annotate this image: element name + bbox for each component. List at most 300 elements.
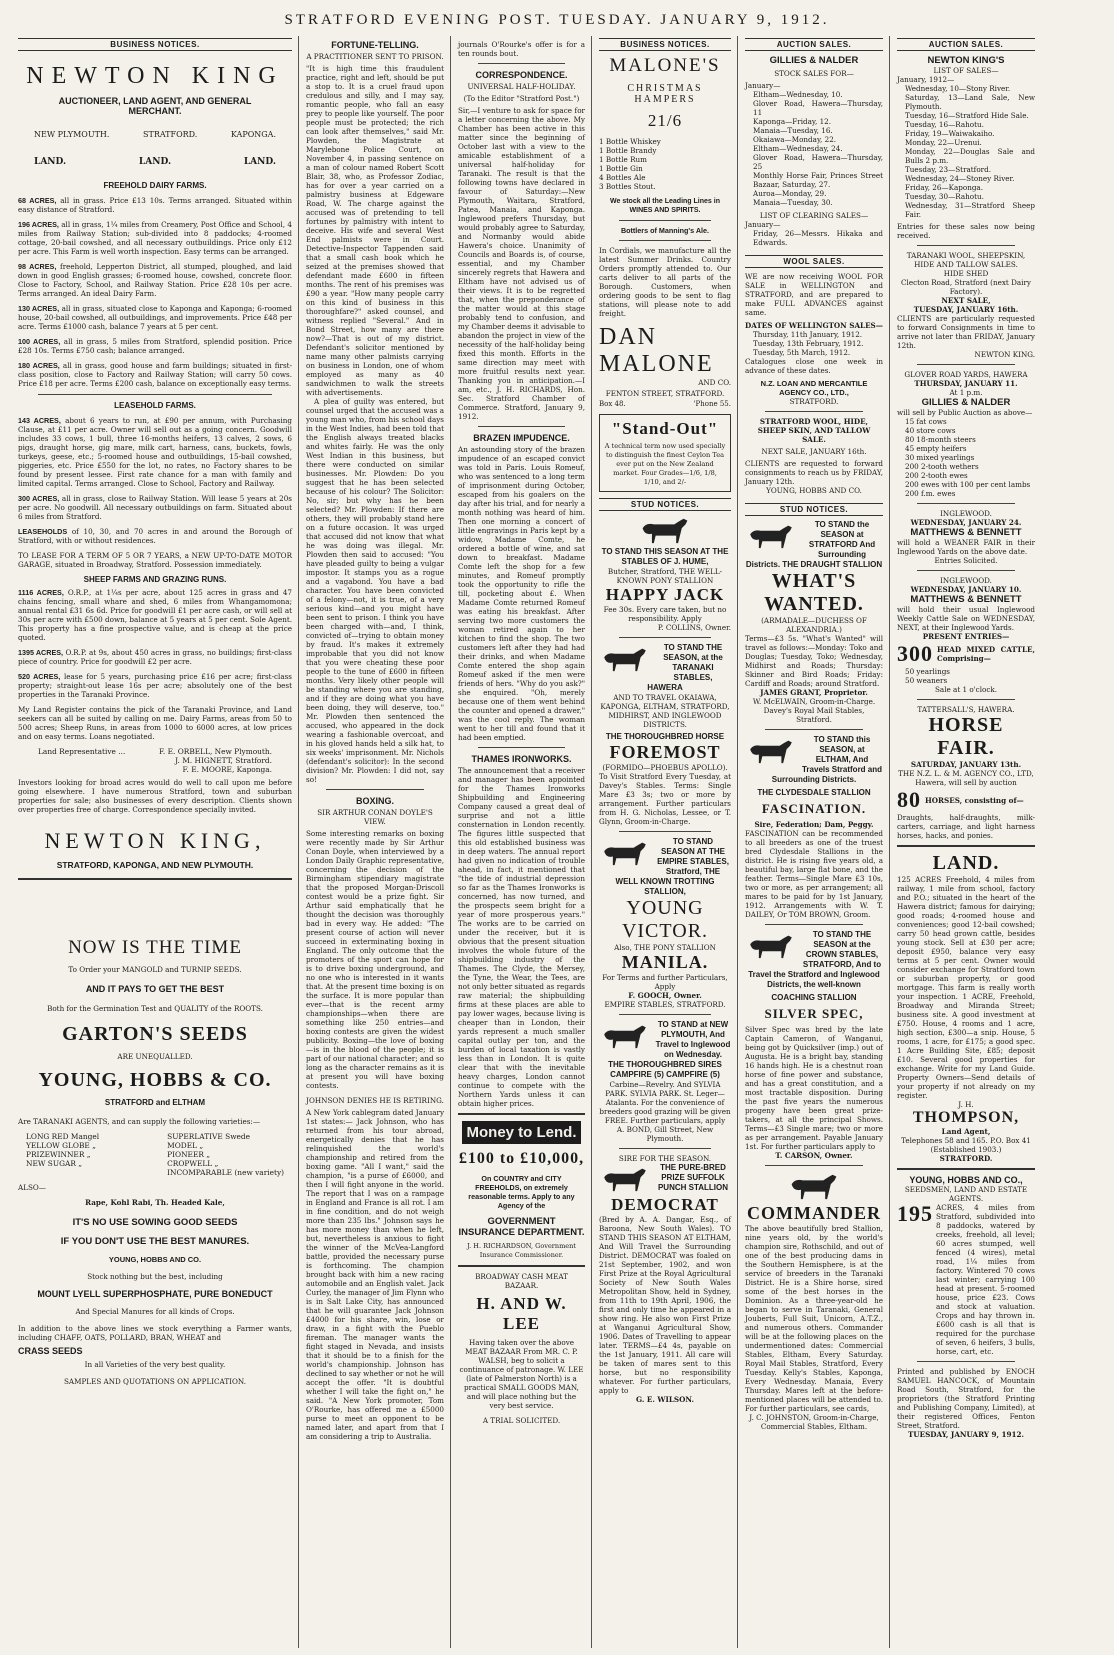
divider: [917, 699, 1015, 700]
silver-body: Silver Spec was bred by the late Captain Cameron, of Wanganui, being got by Quicksilver (imp.) out of Augusta. He is a bright bay, standing 16 hands high. He is a chestnut roan horse of fine power and substance, and has a great constitution, and a most tractable disposition. During the past five years the numerous progeny have been great prize-takers, at all the principal Shows. Terms—£3 Single mare; two or more as per arrangement. Payable January 1st. For further particulars apply to: [745, 1025, 883, 1151]
town: NEW PLYMOUTH.: [34, 130, 110, 139]
article-subtitle: SIR ARTHUR CONAN DOYLE'S VIEW.: [317, 808, 433, 826]
box-number: Box 48.: [599, 400, 626, 408]
stand-notice: TO STAND THE SEASON at the CROWN STABLES, STRATFORD, And to Travel the Stratford and Inglewood Districts, the well-known: [748, 930, 882, 989]
cattle-date: WEDNESDAY, JANUARY 10.: [910, 585, 1022, 594]
section-heading: BUSINESS NOTICES.: [599, 38, 731, 51]
variety: PIONEER „: [167, 1150, 211, 1159]
sale-date: Tuesday, 30—Rahotu.: [905, 192, 984, 201]
stock-item: 200 ewes with 100 per cent lambs: [905, 480, 1031, 489]
varieties-mangel: [26, 1132, 99, 1177]
clearing-heading: LIST OF CLEARING SALES—: [759, 211, 869, 220]
standout-ad: [599, 414, 731, 492]
fenton-address: FENTON STREET, STRATFORD.: [605, 389, 725, 398]
column-3: [452, 36, 591, 1652]
wool-dates: [745, 330, 883, 357]
article-body: A New York cablegram dated January 1st states:— Jack Johnson, who has returned from his tour abroad, energetically denies that he has relinquished the world's championship and retired from the boxing game. "All I want," said the champion, "is a purse of £6000, and then I will fight anyone in the world. The report that I was on a rampage in England and France is all rot. I am in fine condition, and do not weigh more than 235 lbs." Johnson says he has more money than when he left, but, nevertheless is anxious to fight the winner of the McVea-Langford battle, provided the necessary purse is forthcoming. The champion brought back with him a new racing automobile and an English valet. Jack Curley, the manager of Jim Flynn who is in Salt Lake City, has announced that he will guarantee Jack Johnson £4000 for his share, win, lose or draw, in a fight with the Pueblo fireman. The manager wants the fight staged in Nevada, and insists that it should be to a finish for the world's championship. Johnson has declined to say whether or not he will accept the offer. "It is doubtful whether I will take the fight on," he said. "A New York promoter, Tom O'Rourke, has offered me a £5000 purse to meet an opponent to be named later, and apart from that I am considering a trip to Australia.: [306, 1108, 444, 1441]
daveys: Davey's Royal Mail Stables, Stratford.: [763, 706, 865, 724]
malone-heading: MALONE'S: [609, 55, 721, 76]
section-heading: STUD NOTICES.: [599, 498, 731, 511]
yhc: YOUNG, HOBBS AND CO.,: [909, 1175, 1023, 1185]
thompson: THOMPSON,: [912, 1109, 1020, 1126]
horse-count-row: [897, 787, 1035, 813]
sale-date: Glover Road, Hawera—Thursday, 11: [753, 99, 883, 117]
variety: NEW SUGAR „: [26, 1159, 83, 1168]
hamper-items: [599, 137, 731, 191]
column-rule: [889, 36, 890, 1648]
nk-sign: NEWTON KING.: [974, 350, 1035, 359]
horse-icon: [599, 839, 651, 867]
whats-wanted: WHAT'S WANTED.: [764, 570, 864, 615]
sale-date: Kaponga—Friday, 12.: [753, 117, 831, 126]
listing-head: 196 ACRES,: [18, 220, 59, 229]
sale-date: Friday, 19—Waiwakaiho.: [905, 129, 995, 138]
fascination-sub: Sire, Federation; Dam, Peggy.: [754, 820, 874, 829]
democrat: DEMOCRAT: [611, 1195, 719, 1214]
article-title: BOXING.: [355, 796, 394, 806]
variety: CROPWELL „: [167, 1159, 219, 1168]
hamper-item: 1 Bottle Rum: [599, 155, 647, 164]
empire-address: EMPIRE STABLES, STRATFORD.: [604, 1000, 726, 1009]
listing-text: all in grass, 1¼ miles from Creamery, Post Office and School, 4 miles from Railway Station; sub-divided into 8 paddocks; 4-roomed cottage, 20-bail cowshed, and all necessary outbuildings. Price only £12 per acre. This Farm is well worth inspection. Easy terms can be arranged.: [18, 220, 292, 256]
variety: PRIZEWINNER „: [26, 1150, 91, 1159]
land-label: LAND.: [138, 157, 172, 167]
section-title: CORRESPONDENCE.: [475, 70, 568, 80]
money-body: On COUNTRY and CITY FREEHOLDS, on extremely reasonable terms. Apply to any Agency of the: [468, 1174, 575, 1210]
standout-heading: "Stand-Out": [611, 419, 719, 438]
divider: [458, 1113, 585, 1115]
glover-date: THURSDAY, JANUARY 11.: [914, 379, 1018, 388]
victor: VICTOR.: [621, 920, 709, 942]
rep-name: F. E. ORBELL, New Plymouth.: [158, 747, 272, 756]
varieties: [26, 1132, 284, 1177]
yhc: YOUNG, HOBBS AND CO.: [766, 486, 862, 495]
horse-icon: [745, 932, 797, 960]
sale-time: Sale at 1 o'clock.: [935, 685, 997, 694]
crass-seeds: CRASS SEEDS: [18, 1346, 83, 1356]
divider: [619, 240, 711, 241]
divider: [619, 637, 711, 638]
listing-head: 68 ACRES,: [18, 196, 57, 205]
acres-195: [897, 1203, 1035, 1356]
towns-row: [34, 130, 276, 139]
nz-loan: N.Z. LOAN AND MERCANTILE AGENCY CO., LTD.,: [760, 379, 868, 397]
horses-label: HORSES, consisting of—: [925, 795, 1024, 805]
now-sub: To Order your MANGOLD and TURNIP SEEDS.: [68, 965, 242, 974]
gillies-sub: will sell by Public Auction as above—: [897, 408, 1033, 417]
letter-body: Sir,—I venture to ask for space for a letter concerning the above. My Chamber has been active in this matter since the beginning of October last with a view to the amicable establishment of a universal half-holiday for Taranaki. The result is that the following towns have declared in favour of Saturday:—New Plymouth, Waitara, Stratford, Patea, Manaia, and Kaponga. Inglewood prefers Thursday, but would probably agree to Saturday, and Normanby would abide Hawera's choice. Unanimity of Councils and Boards is, of course, essential, and my Chamber sincerely regrets that Hawera and Eltham have not advised us of their views. It is to be regretted that, when the preponderance of the matter would at this stage probably tend to confusion, and my Chamber deems it advisable to abandon the project in view of the necessity of the half-holiday being fixed this month. Efforts in the same direction may meet with more fruitful results next year. Thanking you in anticipation.—I am, etc., J. H. RICHARDS, Hon. Sec. Stratford Chamber of Commerce. Stratford, January 9, 1912.: [458, 106, 585, 421]
stock-sales: STOCK SALES FOR—: [774, 69, 854, 78]
horse-icon: [745, 522, 797, 550]
divider: [18, 878, 292, 880]
commander-body: The above beautifully bred Stallion, nine years old, by the world's champion sire, Rothschild, and out of one of the best producing dams in the Southern Hemisphere, is at the service of breeders in the Taranaki District. He is a Shire horse, sired some of the best horses in the Dominion. As a three-year-old he began to serve in Taranaki, General Jouberts, Full Suit, Unicorn, A.T.Z., and numerous others. Commander will be at the following places on the undermentioned dates: Commercial Stables, Eltham, Every Saturday. Royal Mail Stables, Stratford, Every Tuesday. Kelly's Stables, Kaponga, Every Wednesday. Manaia, Every Thursday. Mares left at the before-mentioned places will be attended to. For further particulars, see cards,: [745, 1224, 883, 1413]
stock-line: We stock all the Leading Lines in WINES AND SPIRITS.: [610, 198, 720, 214]
column-rule: [737, 36, 738, 1648]
wool-date: Tuesday, 5th March, 1912.: [753, 348, 851, 357]
hamper-item: 1 Bottle Gin: [599, 164, 643, 173]
listing: [18, 588, 292, 642]
jh: J. H.: [958, 1100, 974, 1109]
nz-stratford: STRATFORD.: [789, 397, 839, 406]
stock-item: 200 2-tooth wethers: [905, 462, 979, 471]
rep-name: F. E. MOORE, Kaponga.: [182, 765, 272, 774]
january-label: January, 1912—: [897, 75, 955, 84]
listing-text: about 6 years to run, at £90 per annum, with Purchasing Clause, at £11 per acre. Owner will sell out as a going concern. Goodwill includes 33 cows, 1 bull, three 16-months heifers, 13 calves, 2 sows, 6 pigs, draught horse, gig mare, milk cart, harness, cans, buckets, fowls, turkeys, geese, etc.; 5-roomed house and outbuildings, 15-bail cowshed, piggeries, etc. Price £550 for the lot, no rates, no Factory shares to be found by present lessee. First rate chance for a man with family and limited capital. Terms arranged. Close to School, Factory and Railway.: [18, 416, 292, 488]
horse-icon: [599, 1022, 651, 1050]
nk-sales-list: [897, 84, 1035, 219]
horse-count: 80: [897, 787, 921, 812]
horse-icon: [745, 737, 797, 765]
hamper-item: 3 Bottles Stout.: [599, 182, 656, 191]
entries: Entries for these sales now being received.: [897, 222, 1035, 240]
section-heading: STUD NOTICES.: [745, 503, 883, 516]
listing-text: all in grass, good house and farm buildings; situated in first-class position, close to Factory and Railway Station; will carry 50 cows. Price £18 per acre. Terms £200 cash, balance on exceptionally easy terms.: [18, 361, 292, 388]
suffolk: THE PURE-BRED PRIZE SUFFOLK PUNCH STALLION: [657, 1163, 729, 1192]
mcelwain: W. McELWAIN, Groom-in-Charge.: [752, 697, 876, 706]
varieties-quality: In all Varieties of the very best quality.: [84, 1360, 226, 1369]
hamper-item: 1 Bottle Brandy: [599, 146, 657, 155]
sale-date: Wednesday, 24—Stoney River.: [905, 174, 1015, 183]
hamper-price: 21/6: [647, 111, 683, 130]
representative: [38, 756, 272, 765]
nz-mercantile: THE N.Z. L. & M. AGENCY CO., LTD, Hawera, will sell by auction: [898, 769, 1034, 787]
commander: COMMANDER: [747, 1203, 881, 1223]
hume-sub: Butcher, Stratford, THE WELL-KNOWN PONY STALLION: [607, 567, 723, 585]
variety: SUPERLATIVE Swede: [167, 1132, 251, 1141]
sale-date: Friday, 26—Kaponga.: [905, 183, 983, 192]
section-heading: AUCTION SALES.: [897, 38, 1035, 51]
land-label: LAND.: [243, 157, 276, 167]
article-body: Some interesting remarks on boxing were recently made by Sir Arthur Conan Doyle, when interviewed by a London Daily Graphic representative, concerning the decision of the Birmingham stipendiary magistrate that the proposed Morgan-Driscoll contest would be a prize fight. Sir Arthur said emphatically that he thought the decision was thoroughly bad in every way. He added: "The present course of action will never succeed in exterminating boxing in England. The only outcome that the promoters of the sport can hope for is to drive boxing underground, and no one who is interested in it wants that. At the present time boxing is on the surface. It is more popular than ever—that is the recent army championships—when there are something like 250 entries—and boxing contests are given the widest publicity. Boxing—the love of boxing—is in the blood of the people; it is part of our national character; and so long as the character remains as it is at present you will have boxing contests.: [306, 829, 444, 1090]
stand-notice: TO STAND this SEASON, at ELTHAM, And Travels Stratford and Surrounding Districts.: [771, 735, 883, 784]
spacer: [18, 885, 292, 937]
column-rule: [591, 36, 592, 1648]
horse-icon: [786, 1171, 842, 1201]
germination-text: Both for the Germination Test and QUALITY of the ROOTS.: [47, 1004, 263, 1013]
collins: P. COLLINS, Owner.: [657, 623, 731, 632]
phone-number: 'Phone 55.: [693, 400, 731, 408]
clients-notice: CLIENTS are particularly requested to forward Consignments in time to arrive not later than FRIDAY, January 12th.: [897, 314, 1035, 350]
listing-text: all in grass, close to Railway Station. Will lease 5 years at 20s per acre. No goodwill. All necessary outbuildings on farm. Situated about 6 miles from Stratford.: [18, 494, 292, 521]
cordials-text: In Cordials, we manufacture all the latest Summer Drinks. Country Orders promptly attended to. Our carts deliver to all parts of the Borough. Customers, when ordering goods to be sent to flag stations, will please note to add freight.: [599, 246, 731, 318]
article-subtitle: A PRACTITIONER SENT TO PRISON.: [306, 52, 444, 61]
democrat-body: (Bred by A. A. Dangar, Esq., of Baroona, New South Wales). TO STAND THIS SEASON AT ELTHAM, And Will Travel the Surrounding District. DEMOCRAT was foaled on 21st September, 1902, and won First Prize at the Royal Agricultural Society of New South Wales Metropolitan Show, held in Sydney, from 11th to 19th April, 1906, the first and only time he appeared in a show ring. He also won First Prize at Wanganui Agricultural Show, 1906. Dates of Travelling to appear later. TERMS—£4 4s, payable on the 1st January, 1911. All care will be taken of mares sent to this horse, but no responsibility whatever. For further particulars, apply to: [599, 1215, 731, 1395]
listing-text: all in grass, situated close to Kaponga and Kaponga; 6-roomed house, 20-bail cowshed, all outbuildings, and improvements. Price £48 per acre. Terms £1000 cash, balance 7 years at 5 per cent.: [18, 304, 293, 331]
samples-text: SAMPLES AND QUOTATIONS ON APPLICATION.: [63, 1377, 246, 1386]
divider: [917, 1361, 1015, 1362]
divider: [326, 789, 424, 790]
divider: [765, 729, 863, 730]
next-sale: NEXT SALE, JANUARY 16th.: [761, 447, 867, 456]
catalogues: Catalogues close one week in advance of these dates.: [745, 357, 883, 375]
listing-head: 1395 ACRES,: [18, 648, 64, 657]
listing-head: 98 ACRES,: [18, 262, 57, 271]
sale-date: Glover Road, Hawera—Thursday, 25: [753, 153, 883, 171]
investors-notice: Investors looking for broad acres would do well to call upon me before going elsewhere. I have numerous Stratford, town and suburban properties for sale; also businesses of every description. Clients shown over properties free of charge. Correspondence specially invited.: [18, 778, 292, 814]
matthews2-body: will hold their usual Inglewood Weekly Cattle Sale on WEDNESDAY, NEXT, at their Inglewood Yards.: [897, 605, 1035, 632]
stand-notice: TO STAND THE SEASON, at the TARANAKI STABLES, HAWERA: [647, 643, 723, 692]
listing-head: 520 ACRES,: [18, 672, 61, 681]
article-title: FORTUNE-TELLING.: [331, 40, 419, 50]
stock-item: 200 2-tooth ewes: [905, 471, 968, 480]
sale-date: Okaiawa—Monday, 22.: [753, 135, 837, 144]
land-register: My Land Register contains the pick of the Taranaki Province, and Land seekers can all be suited by calling on me. Dairy Farms, areas from 50 to 500 acres; Sheep Runs, in areas from 1000 to 6000 acres, at low prices and on easy terms. Loans negotiated.: [18, 705, 292, 741]
hamper-item: 1 Bottle Whiskey: [599, 137, 661, 146]
acres-body: ACRES, 4 miles from Stratford, subdivided into 8 paddocks, watered by creeks, freehold, all level; 60 acres stumped, well fenced (4 wires), metal road, 1¼ miles from factory. Wintered 70 cows last winter; carrying 100 head at present. 5-roomed house, price £23. Cows and stock at valuation. Crops and hay thrown in. £600 cash is all that is required for the purchase of seven, 6 heifers, 3 bulls, horse, cart, etc.: [936, 1203, 1035, 1356]
list-sales: LIST OF SALES—: [933, 66, 999, 75]
seedsmen: SEEDSMEN, LAND AND ESTATE AGENTS.: [904, 1185, 1028, 1203]
standout-body: A technical term now used specially to distinguish the finest Ceylon Tea ever put on the New Zealand market. Four Grades—1/6, 1/8, 1/10, and 2/-: [604, 442, 726, 486]
newton-kings: NEWTON KING'S: [927, 55, 1005, 66]
listing-head: 130 ACRES,: [18, 304, 60, 313]
manila-body: For Terms and further Particulars, Apply: [602, 973, 728, 991]
malone-name: MALONE: [599, 351, 714, 377]
hamper-item: 4 Bottles Ale: [599, 173, 646, 182]
sale-date: Tuesday, 23—Stratford.: [905, 165, 991, 174]
sale-date: Monday, 22—Douglas Sale and Bulls 2 p.m.: [905, 147, 1035, 165]
garage-notice: TO LEASE FOR A TERM OF 5 OR 7 YEARS, a NEW UP-TO-DATE MOTOR GARAGE, situated in Broadway, Stratford. Possession immediately.: [18, 551, 292, 569]
listing-text: lease for 5 years, purchasing price £16 per acre; first-class property; straight-out lease 16s per acre; absolutely one of the best properties in the Taranaki Province.: [18, 672, 292, 699]
column-4: [593, 36, 737, 1652]
stock-item: 45 empty heifers: [905, 444, 967, 453]
contact-row: [599, 400, 731, 408]
representative: [38, 747, 272, 756]
trial-solicited: A TRIAL SOLICITED.: [482, 1416, 561, 1425]
weaners: 50 weaners: [905, 676, 948, 685]
matthews-body: will hold a WEANER FAIR in their Inglewood Yards on the above date.: [897, 538, 1035, 556]
taranaki-sales: TARANAKI WOOL, SHEEPSKIN, HIDE AND TALLOW SALES.: [906, 251, 1026, 269]
bond: A. BOND, Gill Street, New Plymouth.: [616, 1125, 714, 1143]
listing: [18, 416, 292, 488]
column-rule: [298, 36, 299, 1648]
town: STRATFORD.: [143, 130, 198, 139]
sale-date: Eltham—Wednesday, 24.: [753, 144, 843, 153]
listing-text: O.R.P. at 9s, about 450 acres in grass, no buildings; first-class piece of country. Price for goodwill £2 per acre.: [18, 648, 292, 666]
gillies-heading: GILLIES & NALDER: [921, 397, 1011, 408]
pays-heading: AND IT PAYS TO GET THE BEST: [85, 984, 225, 994]
divider: [917, 503, 1015, 504]
glover-road: GLOVER ROAD YARDS, HAWERA: [904, 370, 1028, 379]
listing-head: 1116 ACRES,: [18, 588, 64, 597]
sire-season: SIRE FOR THE SEASON.: [618, 1154, 712, 1163]
acres-number: 195: [897, 1201, 933, 1226]
listing: [18, 262, 292, 298]
addition-text: In addition to the above lines we stock everything a Farmer wants, including CHAFF, OATS, POLLARD, BRAN, WHEAT and: [18, 1324, 292, 1342]
listing-text: all in grass, 5 miles from Stratford, splendid position. Price £28 10s. Terms £750 cash; balance arranged.: [18, 337, 292, 355]
stock-text: Stock nothing but the best, including: [87, 1272, 223, 1281]
sale-date: Monday, 22—Urenui.: [905, 138, 982, 147]
rape-text: Rape, Kohl Rabi, Th. Headed Kale,: [85, 1198, 225, 1207]
varieties-swede: [167, 1132, 284, 1177]
listing: [18, 672, 292, 699]
listing-head: 180 ACRES,: [18, 361, 60, 370]
horse-icon: [637, 515, 693, 545]
sheep-heading: SHEEP FARMS AND GRAZING RUNS.: [83, 575, 227, 584]
thompson-stratford: STRATFORD.: [939, 1154, 993, 1163]
money-amount: £100 to £10,000,: [458, 1150, 585, 1167]
foremost: FOREMOST: [609, 742, 721, 762]
representative: [38, 765, 272, 774]
dates-heading: DATES OF WELLINGTON SALES—: [745, 321, 883, 330]
listing: [18, 196, 292, 214]
january-label: January—: [745, 81, 781, 90]
matthews-bennett: MATTHEWS & BENNETT: [910, 594, 1022, 605]
gooch: F. GOOCH, Owner.: [628, 991, 702, 1000]
continued-text: journals O'Rourke's offer is for a ten rounds bout.: [458, 40, 585, 58]
masthead: STRATFORD EVENING POST. TUESDAY. JANUARY 9, 1912.: [284, 12, 830, 28]
imprint: Printed and published by ENOCH SAMUEL HANCOCK, of Mountain Road South, Stratford, for the proprietors (the Stratford Printing and Publishing Company, Limited), at their registered Offices, Fenton Street, Stratford.: [897, 1367, 1035, 1430]
now-heading: NOW IS THE TIME: [68, 937, 242, 958]
land-heading: LAND.: [932, 852, 1000, 874]
land-row: [34, 157, 276, 167]
mount-lyell: MOUNT LYELL SUPERPHOSPHATE, PURE BONEDUCT: [37, 1289, 273, 1299]
sale-date: Manaia—Tuesday, 16.: [753, 126, 833, 135]
stock-item: 40 store cows: [905, 426, 956, 435]
listing-head: 100 ACRES,: [18, 337, 61, 346]
letter-title: UNIVERSAL HALF-HOLIDAY.: [467, 82, 576, 91]
land-agent: Land Agent,: [941, 1127, 991, 1136]
listing: [18, 220, 292, 256]
variety: INCOMPARABLE (new variety): [167, 1168, 284, 1177]
sale-date: Tuesday, 16—Rahotu.: [905, 120, 984, 129]
special-manures: And Special Manures for all kinds of Crops.: [75, 1307, 235, 1316]
stock-item: 30 mixed yearlings: [905, 453, 975, 462]
manures-heading: IF YOU DON'T USE THE BEST MANURES.: [60, 1236, 250, 1247]
listing: [18, 648, 292, 666]
firm-roles: AUCTIONEER, LAND AGENT, AND GENERAL MERCHANT.: [58, 96, 252, 116]
whats-sub: (ARMADALE—DUCHESS OF ALEXANDRIA.): [761, 616, 867, 634]
representatives: [38, 747, 272, 774]
stock-item: 80 18-month steers: [905, 435, 976, 444]
listing-head: 300 ACRES,: [18, 494, 60, 503]
inglewood: INGLEWOOD.: [940, 509, 992, 518]
coaching: COACHING STALLION: [771, 993, 857, 1002]
manila: MANILA.: [621, 952, 709, 972]
leasehold-list: [18, 416, 292, 545]
and-co: AND CO.: [698, 378, 731, 387]
section-heading: WOOL SALES.: [745, 255, 883, 268]
divider: [897, 845, 1035, 847]
wool-body: WE are now receiving WOOL FOR SALE in WELLINGTON and STRATFORD, and are prepared to make FULL ADVANCES against same.: [745, 272, 883, 317]
wool-date: Tuesday, 13th February, 1912.: [753, 339, 864, 348]
divider: [619, 1014, 711, 1015]
sale-date: Wednesday, 31—Stratford Sheep Fair.: [905, 201, 1035, 219]
stock-item: 200 f.m. ewes: [905, 489, 956, 498]
fascination: FASCINATION.: [761, 801, 867, 816]
cattle-count: 300: [897, 641, 933, 666]
variety: LONG RED Mangel: [26, 1132, 100, 1141]
sale-date: Auroa—Monday, 29.: [753, 189, 827, 198]
unequalled: ARE UNEQUALLED.: [117, 1052, 193, 1061]
stand-notice: TO STAND THIS SEASON AT THE STABLES OF J. HUME,: [601, 547, 729, 566]
town: KAPONGA.: [230, 130, 276, 139]
letter-to: (To the Editor "Stratford Post."): [463, 94, 580, 103]
horses-body: Draughts, half-draughts, milk-carters, carriage, and light harness horses, hacks, and ponies.: [897, 813, 1035, 840]
taranaki-body: AND TO TRAVEL OKAIAWA, KAPONGA, ELTHAM, STRATFORD, MIDHIRST, AND INGLEWOOD DISTRICTS.: [600, 693, 730, 729]
entries-solicited: Entries Solicited.: [934, 556, 998, 565]
freehold-heading: FREEHOLD DAIRY FARMS.: [103, 181, 207, 190]
article-body: "It is high time this fraudulent practice, right and left, should be put a stop to. It is a cruel fraud upon credulous and silly, and I may say, romantic people, who fall an easy prey to people like yourself. The poor people must be protected; the rich can look after themselves," said Mr. Plowden, the Magistrate at Marylebone Police Court, on November 4, in passing sentence on a man of colour named Robert Scott Blair, 38, who, as Professor Zodiac, has for over a year carried on a palmistry business at Edgeware Road, W. The charge against the accused was of pretending to tell fortunes by palmistry with intent to deceive. His wife and several West End palmists were in Court. Detective-Inspector Tappenden said that a small cash book which he seized at the premises showed that defendant made £600 in fifteen months. The rent of his premises was £90 a year. "How many people carry on this kind of business in this thoroughfare?" asked counsel, and witness replied "Several." And in Bond Street, how many are there now?—That is out of my district. Defendant's solicitor mentioned by name many other palmists carrying on business in London, one of whom employed as many as 40 sandwichmen to walk the streets with advertisements.: [306, 64, 444, 397]
divider: [917, 570, 1015, 571]
telephones: Telephones 58 and 165. P.O. Box 41 (Established 1903.): [901, 1136, 1031, 1154]
column-1: [12, 36, 298, 1652]
sale-date: Tuesday, 16—Stratford Hide Sale.: [905, 111, 1029, 120]
bazaar-title: BROADWAY CASH MEAT BAZAAR.: [475, 1272, 568, 1290]
sale-date: TUESDAY, JANUARY 16th.: [913, 305, 1019, 314]
column-rule: [450, 36, 451, 1648]
listing-text: freehold, Lepperton District, all stumped, ploughed, and laid down in good English grasses; 6-roomed house, cowshed, concrete floor. Close to Factory, School, and Railway Station. Price £28 10s per acre. Terms arranged. An ideal Dairy Farm.: [18, 262, 292, 298]
divider: [765, 924, 863, 925]
clearing-item: Friday, 26—Messrs. Hikaka and Edwards.: [753, 229, 883, 247]
sale-date: Eltham—Wednesday, 10.: [753, 90, 843, 99]
listing: [18, 527, 292, 545]
column-2: [300, 36, 450, 1652]
lee-heading: H. AND W. LEE: [476, 1294, 567, 1333]
bottlers: Bottlers of Manning's Ale.: [620, 226, 710, 235]
column-5: [739, 36, 889, 1652]
hide-sale: STRATFORD WOOL, HIDE, SHEEP SKIN, AND TALLOW SALE.: [757, 417, 871, 444]
silver-spec: SILVER SPEC,: [764, 1006, 864, 1021]
clients-notice: CLIENTS are requested to forward consignments to reach us by FRIDAY, January 12th.: [745, 459, 883, 486]
article-subtitle: JOHNSON DENIES HE IS RETIRING.: [306, 1096, 444, 1105]
sylvia-body: Carbine—Revelry. And SYLVIA PARK. SYLVIA PARK. St. Leger—Atalanta. For the convenience of breeders good grazing will be given FREE. Further particulars, apply: [599, 1080, 731, 1125]
listing: [18, 494, 292, 521]
lee-body: Having taken over the above MEAT BAZAAR From MR. C. P. WALSH, beg to solicit a continuance of patronage. W. LEE (late of Palmerston North) is a practical SMALL GOODS MAN, and will place nothing but the very best service.: [459, 1338, 584, 1410]
carson: T. CARSON, Owner.: [775, 1151, 853, 1160]
stock-item: 15 fat cows: [905, 417, 947, 426]
wilson: G. E. WILSON.: [636, 1395, 694, 1404]
listing-text: of 10, 30, and 70 acres in and around the Borough of Stratford, with or without residences.: [18, 527, 292, 545]
tattersall: TATTERSALL'S, HAWERA.: [917, 705, 1015, 714]
horse-fair: HORSE FAIR.: [928, 714, 1004, 759]
yearlings: 50 yearlings: [905, 667, 950, 676]
sale-date: Saturday, 13—Land Sale, New Plymouth.: [905, 93, 1035, 111]
divider: [619, 220, 711, 221]
divider: [765, 411, 863, 412]
rep-role: Land Representative ...: [38, 747, 126, 756]
freehold-list: [18, 196, 292, 388]
foremost-sub: (FORMIDO—PHOEBUS APOLLO).: [602, 763, 728, 772]
happy-jack: HAPPY JACK: [605, 585, 725, 604]
present-entries: PRESENT ENTRIES—: [922, 632, 1010, 641]
divider: [917, 364, 1015, 365]
inglewood: INGLEWOOD.: [940, 576, 992, 585]
fair-date: SATURDAY, JANUARY 13th.: [910, 760, 1022, 769]
divider: [619, 1148, 711, 1149]
thoroughbred: THE THOROUGHBRED HORSE: [605, 732, 725, 741]
firm-name-2: NEWTON KING,: [44, 828, 266, 853]
listing-head: 143 ACRES,: [18, 416, 61, 425]
variety: MODEL „: [167, 1141, 204, 1150]
no-use-heading: IT'S NO USE SOWING GOOD SEEDS: [72, 1217, 238, 1228]
gartons-heading: GARTON'S SEEDS: [62, 1023, 248, 1045]
govt-commissioner: J. H. RICHARDSON, Government Insurance Commissioner.: [467, 1242, 576, 1259]
happy-fee: Fee 30s. Every care taken, but no responsibility. Apply: [603, 605, 727, 623]
gillies-sales-list: [745, 90, 883, 207]
land-body: 125 ACRES Freehold, 4 miles from railway, 1 mile from school, factory and P.O.; situated in the heart of the Hawera district; famous for dairying; good roads; 4-roomed house and conveniences; good 12-bail cowshed; carry 50 head grown cattle, besides young stock. Sell at £30 per acre; deposit £950, balance very easy terms at 5 per cent. Owner would consider exchange for Stratford town or suburban property, or good mortgage. This farm is really worth your inspection. 1 ACRE, Freehold, Broadway and Miranda Street; business site. A good investment at £750. House, 4 rooms and 1 acre, high section, £300—a snip. House, 5 rooms, 1 acre, for £175; a good spec. 1 Acre Building Site, £85; deposit £10. Several good properties for exchange. Write for my Land Guide. Property Owners—Send details of your property if not already on my register.: [897, 875, 1035, 1100]
mixed-cattle: HEAD MIXED CATTLE, Comprising—: [937, 645, 1035, 663]
grant: JAMES GRANT, Proprietor.: [760, 688, 868, 697]
listing: [18, 304, 292, 331]
wool-date: Thursday, 11th January, 1912.: [753, 330, 863, 339]
firm-name: NEWTON KING: [26, 63, 284, 89]
yhc-heading: YOUNG, HOBBS & CO.: [38, 1069, 272, 1091]
glover-time: At 1 p.m.: [949, 388, 983, 397]
rep-name: J. M. HIGNETT, Stratford.: [175, 756, 272, 765]
listing-text: O.R.P., at 1¼s per acre, about 125 acres in grass and 47 chains fencing, small whare and shed, 6 miles from Whangamomona; annual rental £31 6s 6d. Price for goodwill £1 per acre cash, or will sell at 30s per acre with £500 down, balance at 5 years at 5 per cent. Sole Agent. This property has a fine prospective value, and is cheap at the price quoted.: [18, 588, 292, 642]
divider: [458, 1265, 585, 1267]
dan-heading: DAN: [599, 324, 657, 350]
